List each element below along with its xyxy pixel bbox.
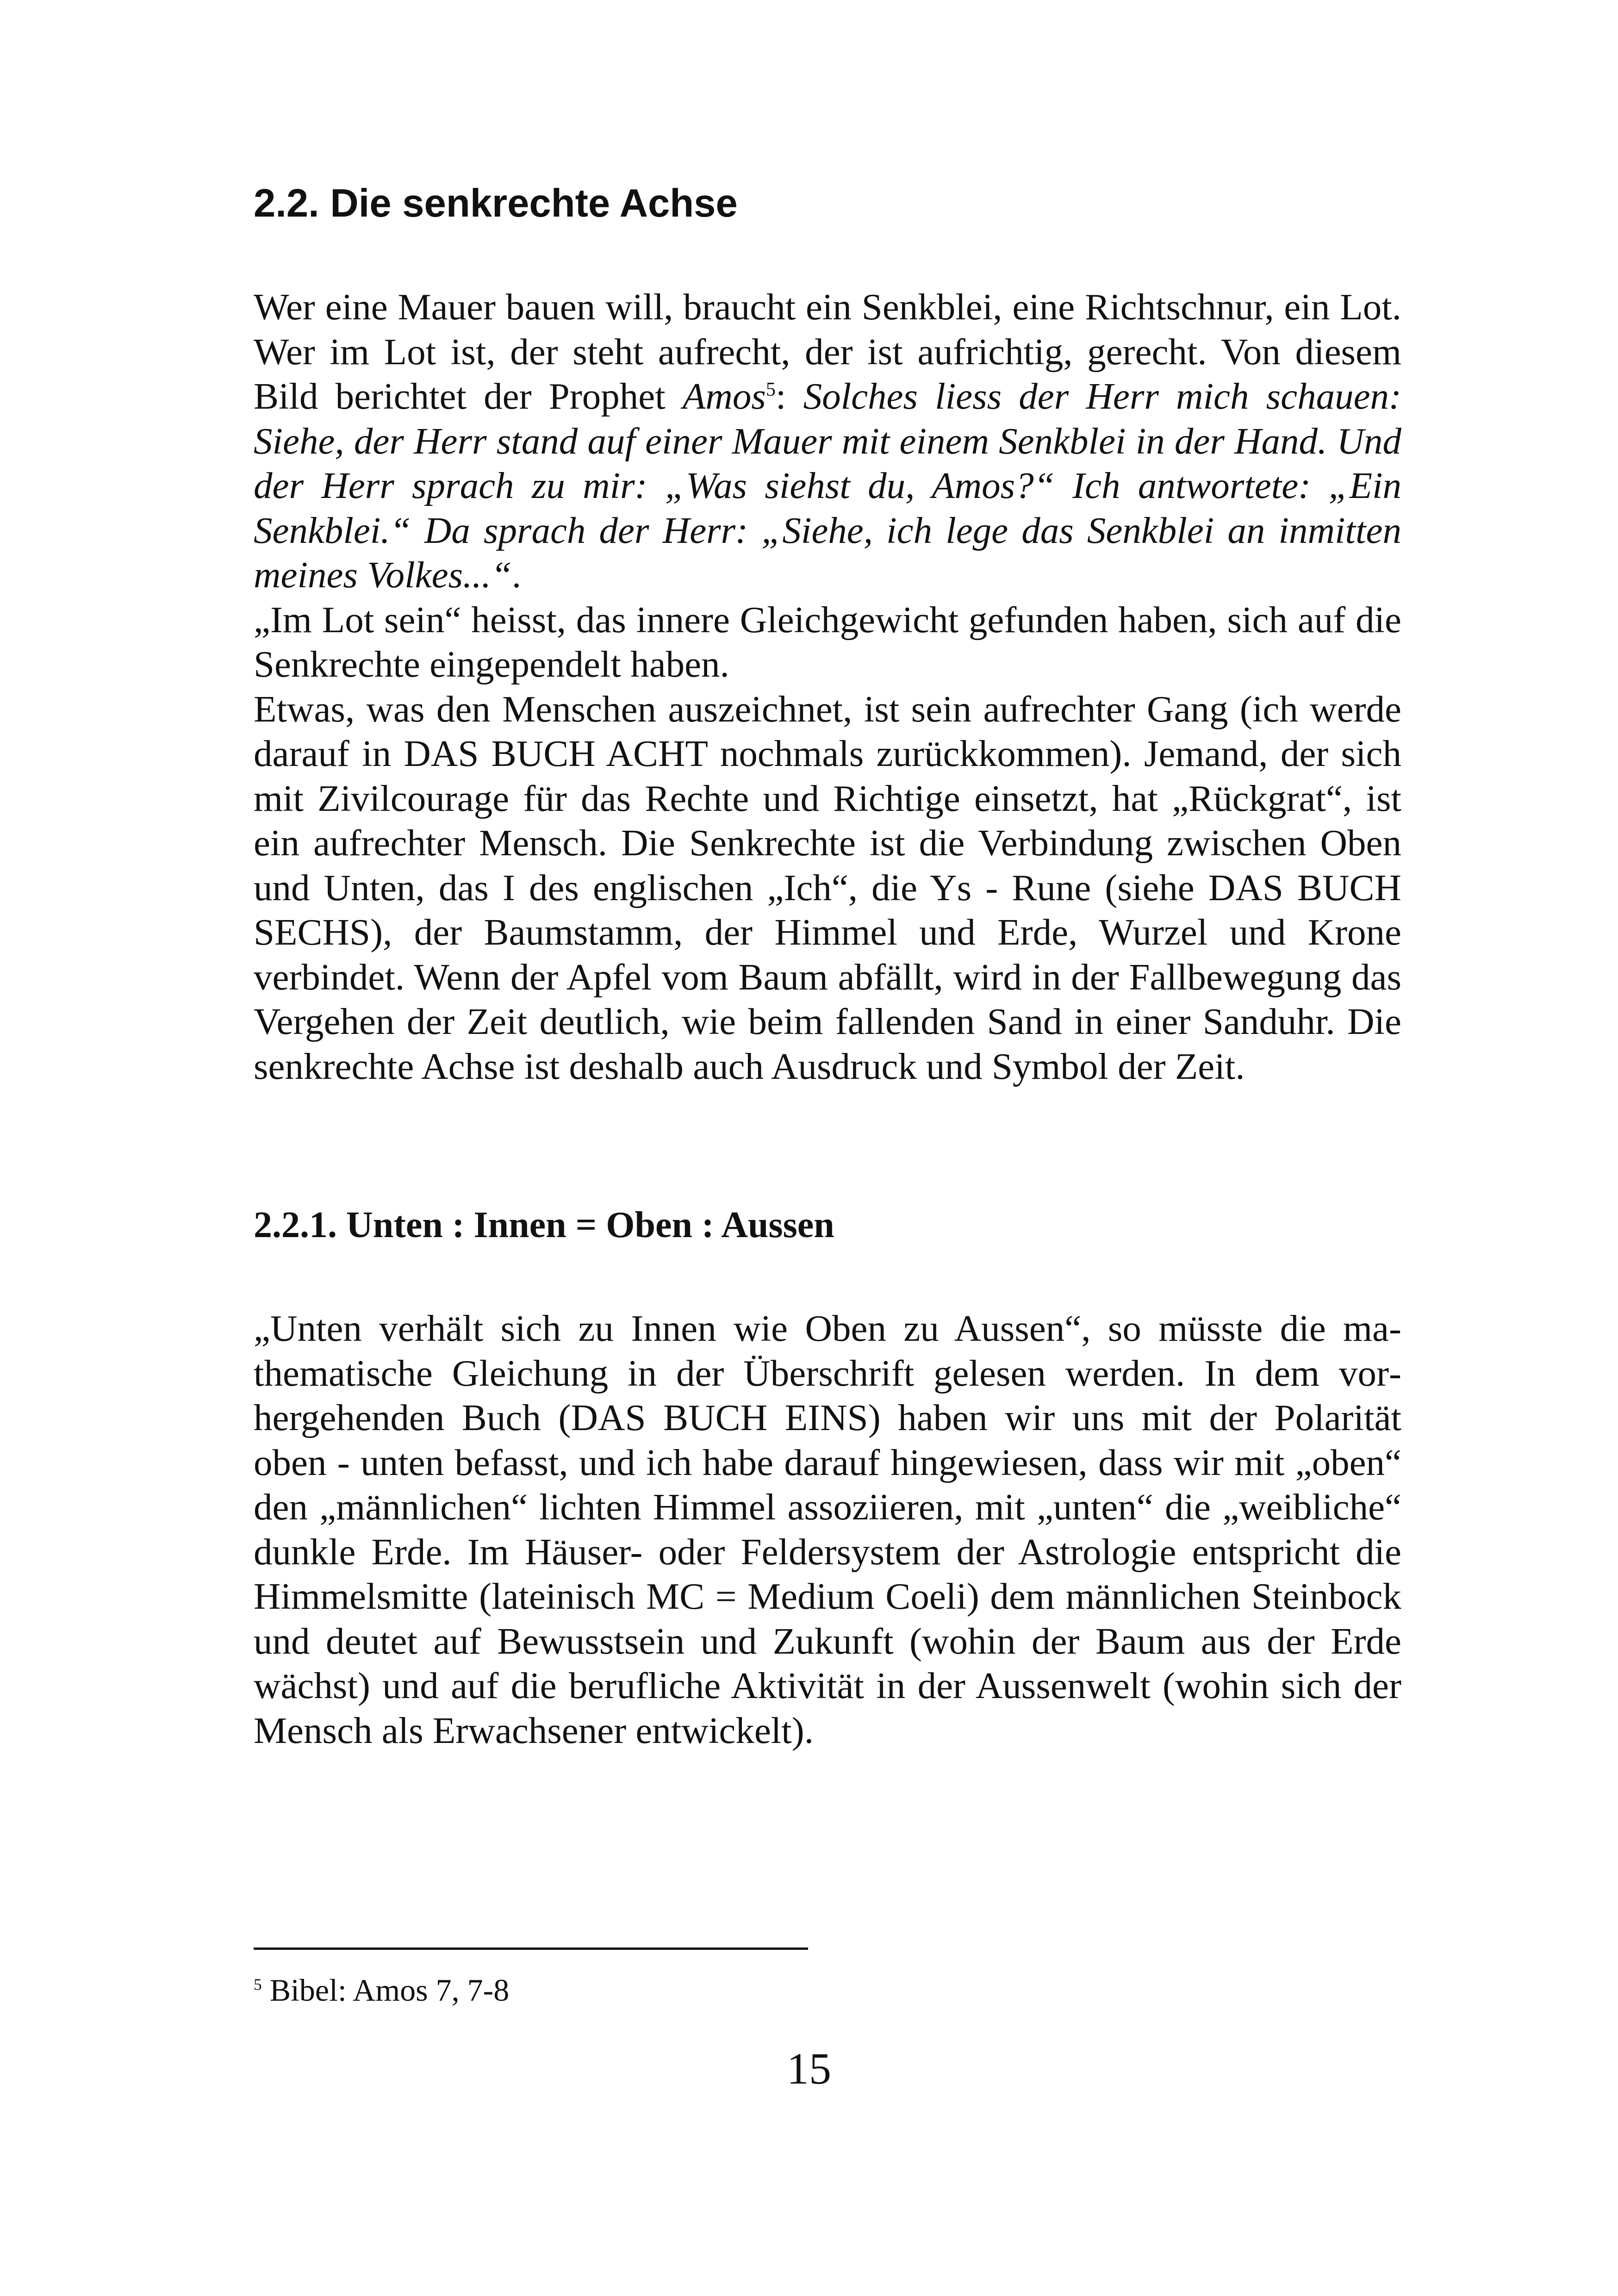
paragraph-text: : xyxy=(775,375,803,417)
amos-name: Amos xyxy=(682,375,766,417)
footnote-space xyxy=(262,1972,270,2008)
section-paragraph-3: Etwas, was den Menschen auszeichnet, ist sein aufrechter Gang (ich werde darauf in DAS BUCH ACHT nochmals zurückkommen). Jemand, der sich mit Zivilcourage für das Rechte und Richtige einsetzt, hat „Rückgrat“, ist ein aufrechter Mensch. Die Senkrechte ist die Verbindung zwischen Oben und Unten, das I des englischen „Ich“, die Ys - Rune (siehe DAS BUCH SECHS), der Baumstamm, der Himmel und Erde, Wurzel und Krone verbindet. Wenn der Apfel vom Baum abfällt, wird in der Fallbewegung das Vergehen der Zeit deutlich, wie beim fallenden Sand in einer Sanduhr. Die senkrechte Achse ist deshalb auch Ausdruck und Symbol der Zeit. xyxy=(254,688,1401,1087)
footnote xyxy=(254,1969,509,2011)
subsection-heading: 2.2.1. Unten : Innen = Oben : Aussen xyxy=(254,1205,834,1245)
footnote-divider xyxy=(254,1948,808,1950)
bible-quote: Solches liess der Herr mich schauen: Siehe, der Herr stand auf einer Mauer mit einem Senkblei in der Hand. Und der Herr sprach zu mir: „Was siehst du, Amos?“ Ich antwortete: „Ein Senkblei.“ Da sprach der Herr: „Siehe, ich lege das Senkblei an inmitten meines Volkes...“ xyxy=(254,375,1402,596)
footnote-number: 5 xyxy=(254,1975,262,1994)
section-paragraph-1 xyxy=(254,285,1401,597)
footnote-reference[interactable]: 5 xyxy=(765,379,776,400)
paragraph-text: . xyxy=(511,554,522,596)
section-paragraph-2: „Im Lot sein“ heisst, das innere Gleichgewicht gefunden haben, sich auf die Senkrechte eingependelt haben. xyxy=(254,598,1401,685)
subsection-paragraph-1: „Unten verhält sich zu Innen wie Oben zu Aussen“, so müsste die mathematische Gleichung in der Überschrift gelesen werden. In dem vorhergehenden Buch (DAS BUCH EINS) haben wir uns mit der Polarität oben - unten befasst, und ich habe darauf hingewiesen, dass wir mit „oben“ den „männlichen“ lichten Himmel assoziieren, mit „unten“ die „weibliche“ dunkle Erde. Im Häuser- oder Feldersystem der Astrologie entspricht die Himmelsmitte (lateinisch MC = Medium Coeli) dem männlichen Steinbock und deutet auf Bewusstsein und Zukunft (wohin der Baum aus der Erde wächst) und auf die berufliche Aktivität in der Aussenwelt (wohin sich der Mensch als Erwachsener entwickelt). xyxy=(254,1307,1401,1751)
section-heading: 2.2. Die senkrechte Achse xyxy=(254,181,738,225)
page-number: 15 xyxy=(787,2044,831,2093)
footnote-text: Bibel: Amos 7, 7-8 xyxy=(269,1972,510,2008)
page-content xyxy=(254,176,1401,1753)
paragraph-text: Wer eine Mauer bauen will, braucht ein Senkblei, eine Richtschnur, ein Lot. Wer im Lot ist, der steht aufrecht, der ist aufrichtig, gerecht. Von diesem Bild berichtet der Prophet xyxy=(254,286,1401,417)
